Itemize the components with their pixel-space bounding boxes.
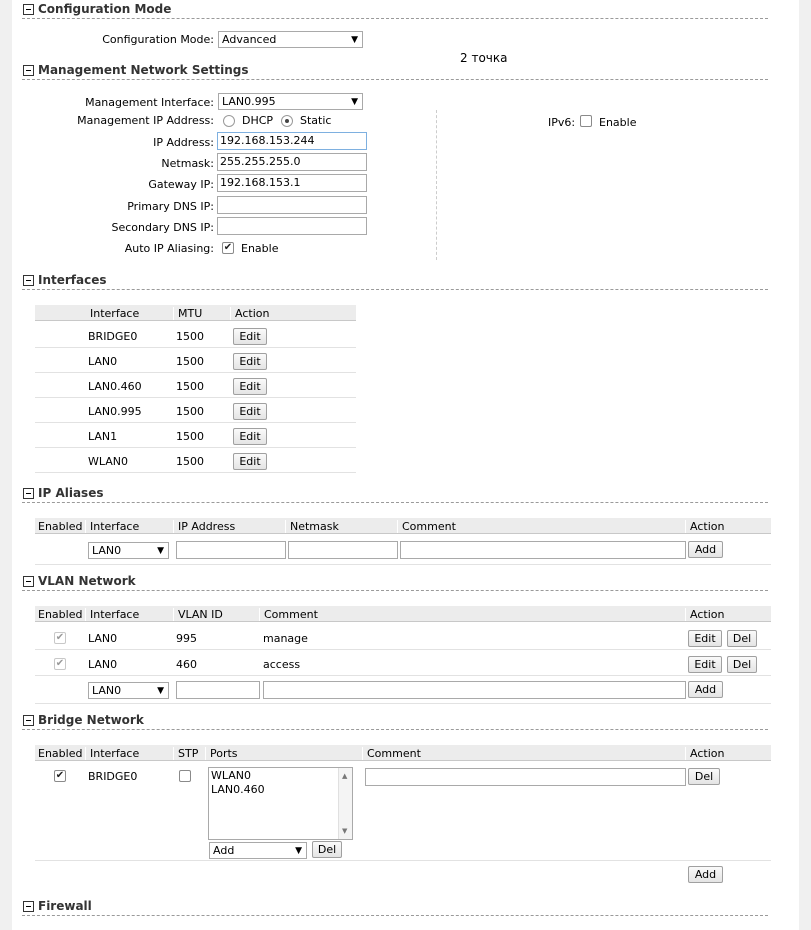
bridge-del-button[interactable]: Del <box>688 768 720 785</box>
row-divider <box>35 675 771 676</box>
col-ip-address: IP Address <box>173 520 235 533</box>
interface-mtu: 1500 <box>176 380 204 393</box>
ports-listbox[interactable] <box>208 767 353 840</box>
interface-name: LAN1 <box>88 430 118 443</box>
collapse-icon[interactable] <box>23 4 34 15</box>
row-divider <box>35 564 771 565</box>
bridge-enabled-checkbox[interactable]: ✔ <box>55 770 65 781</box>
col-action: Action <box>230 307 269 320</box>
col-interface: Interface <box>90 307 140 320</box>
management-ip-address-label: Management IP Address: <box>77 114 214 127</box>
interface-edit-button[interactable]: Edit <box>233 378 267 395</box>
primary-dns-label: Primary DNS IP: <box>127 200 214 213</box>
auto-ip-aliasing-label: Auto IP Aliasing: <box>124 242 214 255</box>
vlan-edit-button[interactable]: Edit <box>688 630 722 647</box>
primary-dns-input[interactable] <box>217 196 367 214</box>
chevron-down-icon: ▼ <box>295 846 302 856</box>
vlan-interface: LAN0 <box>88 658 118 671</box>
collapse-icon[interactable] <box>23 576 34 587</box>
ip-address-input[interactable]: 192.168.153.244 <box>217 132 367 150</box>
alias-netmask-input[interactable] <box>288 541 398 559</box>
vlan-id: 995 <box>176 632 197 645</box>
vlan-del-button[interactable]: Del <box>727 630 757 647</box>
netmask-input[interactable]: 255.255.255.0 <box>217 153 367 171</box>
management-interface-value: LAN0.995 <box>222 95 276 108</box>
management-interface-select[interactable] <box>218 93 363 110</box>
interface-name: LAN0 <box>88 355 118 368</box>
vlan-comment-input[interactable] <box>263 681 686 699</box>
row-divider <box>35 860 771 861</box>
interface-edit-button[interactable]: Edit <box>233 353 267 370</box>
section-title: Firewall <box>38 899 92 913</box>
col-action: Action <box>685 520 724 533</box>
configuration-mode-value: Advanced <box>222 33 277 46</box>
col-enabled: Enabled <box>38 520 83 533</box>
annotation-text: 2 точка <box>460 51 508 65</box>
vlan-table-header <box>35 606 771 622</box>
row-divider <box>35 703 771 704</box>
row-divider <box>35 649 771 650</box>
interface-edit-button[interactable]: Edit <box>233 403 267 420</box>
section-vlan-network[interactable] <box>22 575 768 591</box>
collapse-icon[interactable] <box>23 901 34 912</box>
col-stp: STP <box>173 747 198 760</box>
port-add-value: Add <box>213 844 235 857</box>
ports-scrollbar[interactable] <box>338 768 352 839</box>
interfaces-table-header <box>35 305 356 321</box>
vlan-add-button[interactable]: Add <box>688 681 723 698</box>
interface-name: BRIDGE0 <box>88 330 138 343</box>
collapse-icon[interactable] <box>23 488 34 499</box>
interface-name: LAN0.460 <box>88 380 142 393</box>
gateway-ip-input[interactable]: 192.168.153.1 <box>217 174 367 192</box>
interface-mtu: 1500 <box>176 330 204 343</box>
ip-address-label: IP Address: <box>153 136 214 149</box>
interface-edit-button[interactable]: Edit <box>233 328 267 345</box>
chevron-down-icon: ▼ <box>157 686 164 696</box>
col-comment: Comment <box>259 608 318 621</box>
section-bridge-network[interactable] <box>22 714 768 730</box>
configuration-mode-label: Configuration Mode: <box>102 33 214 46</box>
scroll-down-icon[interactable]: ▼ <box>342 827 348 835</box>
col-interface: Interface <box>85 608 139 621</box>
section-configuration-mode[interactable] <box>22 3 768 19</box>
port-item[interactable]: LAN0.460 <box>211 783 265 796</box>
section-management-network[interactable] <box>22 64 768 80</box>
vlan-interface-value: LAN0 <box>92 684 122 697</box>
bridge-interface: BRIDGE0 <box>88 770 138 783</box>
static-radio[interactable] <box>281 115 293 127</box>
col-netmask: Netmask <box>285 520 339 533</box>
netmask-label: Netmask: <box>161 157 214 170</box>
interface-mtu: 1500 <box>176 405 204 418</box>
vlan-interface-select[interactable] <box>88 682 169 699</box>
port-item[interactable]: WLAN0 <box>211 769 252 782</box>
collapse-icon[interactable] <box>23 715 34 726</box>
alias-comment-input[interactable] <box>400 541 686 559</box>
ipv6-checkbox[interactable] <box>580 115 592 127</box>
vlan-comment: access <box>263 658 301 671</box>
vlan-comment: manage <box>263 632 308 645</box>
section-ip-aliases[interactable] <box>22 487 768 503</box>
ip-aliases-table-header <box>35 518 771 534</box>
interface-name: WLAN0 <box>88 455 129 468</box>
port-add-select[interactable] <box>209 842 307 859</box>
interface-mtu: 1500 <box>176 430 204 443</box>
row-divider <box>35 372 356 373</box>
configuration-mode-select[interactable] <box>218 31 363 48</box>
section-firewall[interactable] <box>22 900 768 916</box>
col-comment: Comment <box>397 520 456 533</box>
alias-interface-select[interactable] <box>88 542 169 559</box>
interface-mtu: 1500 <box>176 455 204 468</box>
chevron-down-icon: ▼ <box>351 35 358 45</box>
col-enabled: Enabled <box>38 747 83 760</box>
interface-name: LAN0.995 <box>88 405 142 418</box>
interface-edit-button[interactable]: Edit <box>233 453 267 470</box>
vlan-del-button[interactable]: Del <box>727 656 757 673</box>
section-title: Bridge Network <box>38 713 144 727</box>
row-divider <box>35 347 356 348</box>
col-enabled: Enabled <box>38 608 83 621</box>
row-divider <box>35 447 356 448</box>
vlan-edit-button[interactable]: Edit <box>688 656 722 673</box>
secondary-dns-label: Secondary DNS IP: <box>111 221 214 234</box>
alias-add-button[interactable]: Add <box>688 541 723 558</box>
dhcp-label: DHCP <box>242 114 274 127</box>
section-title: Management Network Settings <box>38 63 249 77</box>
page-frame <box>12 0 799 930</box>
collapse-icon[interactable] <box>23 275 34 286</box>
section-title: Interfaces <box>38 273 107 287</box>
ipv6-label: IPv6: <box>548 116 576 129</box>
bridge-comment-input[interactable] <box>365 768 686 786</box>
secondary-dns-input[interactable] <box>217 217 367 235</box>
alias-ip-address-input[interactable] <box>176 541 286 559</box>
col-ports: Ports <box>205 747 238 760</box>
col-comment: Comment <box>362 747 421 760</box>
section-title: IP Aliases <box>38 486 104 500</box>
col-action: Action <box>685 747 724 760</box>
ipv6-enable-label: Enable <box>599 116 637 129</box>
interface-edit-button[interactable]: Edit <box>233 428 267 445</box>
auto-ip-aliasing-enable-label: Enable <box>241 242 279 255</box>
collapse-icon[interactable] <box>23 65 34 76</box>
col-interface: Interface <box>85 747 139 760</box>
vlan-id: 460 <box>176 658 197 671</box>
dhcp-radio[interactable] <box>223 115 235 127</box>
col-mtu: MTU <box>173 307 202 320</box>
vlan-interface: LAN0 <box>88 632 118 645</box>
section-title: Configuration Mode <box>38 2 172 16</box>
management-interface-label: Management Interface: <box>85 96 214 109</box>
row-divider <box>35 472 356 473</box>
col-action: Action <box>685 608 724 621</box>
auto-ip-aliasing-checkbox[interactable]: ✔ <box>223 242 233 253</box>
row-divider <box>35 422 356 423</box>
section-interfaces[interactable] <box>22 274 768 290</box>
static-label: Static <box>300 114 332 127</box>
vlan-enabled-checkbox: ✔ <box>55 632 65 643</box>
col-vlan-id: VLAN ID <box>173 608 223 621</box>
vlan-enabled-checkbox: ✔ <box>55 658 65 669</box>
section-title: VLAN Network <box>38 574 136 588</box>
vlan-id-input[interactable] <box>176 681 260 699</box>
row-divider <box>35 397 356 398</box>
interface-mtu: 1500 <box>176 355 204 368</box>
gateway-ip-label: Gateway IP: <box>148 178 214 191</box>
column-divider <box>436 110 437 260</box>
chevron-down-icon: ▼ <box>157 546 164 556</box>
chevron-down-icon: ▼ <box>351 97 358 107</box>
bridge-table-header <box>35 745 771 761</box>
alias-interface-value: LAN0 <box>92 544 122 557</box>
port-del-button[interactable]: Del <box>312 841 342 858</box>
scroll-up-icon[interactable]: ▲ <box>342 772 348 780</box>
bridge-add-button[interactable]: Add <box>688 866 723 883</box>
stp-checkbox[interactable] <box>179 770 191 782</box>
col-interface: Interface <box>85 520 139 533</box>
